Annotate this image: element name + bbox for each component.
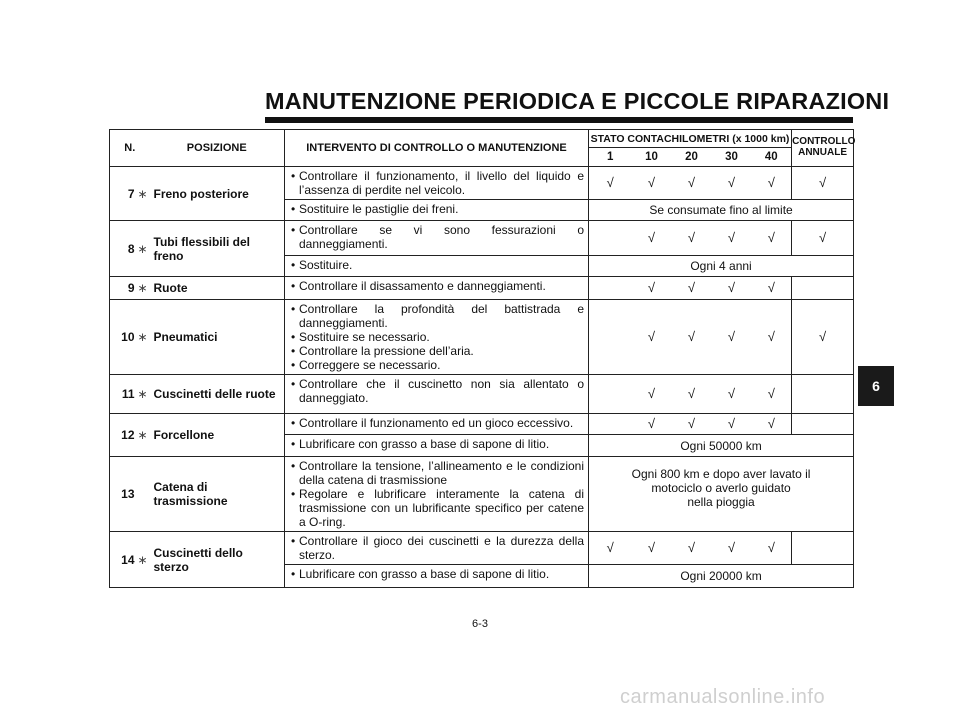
asterisk-icon: ∗: [136, 277, 150, 300]
maintenance-table: [109, 129, 854, 588]
action-line: • Controllare il funzionamento ed un gioco eccessivo.: [291, 416, 584, 430]
item-position: Freno posteriore: [150, 167, 285, 221]
item-number: 8: [110, 221, 136, 277]
action-line: • Controllare che il cuscinetto non sia allentato o danneggiato.: [291, 377, 584, 405]
table-row: [110, 375, 854, 414]
item-position: Tubi flessibili del freno: [150, 221, 285, 277]
header-km-10: 10: [632, 148, 672, 167]
action-line: • Controllare il funzionamento, il livello del liquido e l’assenza di perdite nel veicolo.: [291, 169, 584, 197]
item-number: 12: [110, 414, 136, 457]
item-number: 11: [110, 375, 136, 414]
check-mark: √: [712, 532, 752, 565]
item-position: Forcellone: [150, 414, 285, 457]
check-mark: √: [752, 300, 792, 375]
interval-note-line: Ogni 800 km e dopo aver lavato il: [631, 467, 811, 481]
item-position: Catena di trasmissione: [150, 457, 285, 532]
check-mark: √: [589, 532, 632, 565]
table-row: [110, 414, 854, 435]
check-mark: √: [792, 221, 854, 256]
item-number: 14: [110, 532, 136, 588]
header-annuale-line2: ANNUALE: [798, 147, 847, 158]
header-posizione: POSIZIONE: [150, 130, 285, 167]
asterisk-icon: ∗: [136, 414, 150, 457]
check-mark: √: [752, 414, 792, 435]
action-line: • Controllare la pressione dell’aria.: [291, 344, 584, 358]
action-line: • Controllare il gioco dei cuscinetti e la durezza della sterzo.: [291, 534, 584, 562]
action-line: • Regolare e lubrificare interamente la catena di trasmissione con un lubrificante specifico per catene a O-ring.: [291, 487, 584, 529]
item-position: Ruote: [150, 277, 285, 300]
action-line: • Controllare la profondità del battistrada e danneggiamenti.: [291, 302, 584, 330]
table-row: [110, 532, 854, 565]
check-mark: √: [712, 375, 752, 414]
action-line: • Sostituire se necessario.: [291, 330, 584, 344]
check-mark: √: [672, 277, 712, 300]
action-line: • Controllare il disassamento e danneggiamenti.: [291, 279, 584, 293]
asterisk-icon: ∗: [136, 375, 150, 414]
empty-cell: [589, 300, 632, 375]
action-cell: [285, 167, 589, 200]
action-line: • Correggere se necessario.: [291, 358, 584, 372]
check-mark: √: [632, 375, 672, 414]
item-position: Cuscinetti delle ruote: [150, 375, 285, 414]
asterisk-icon: ∗: [136, 221, 150, 277]
table-row: [110, 300, 854, 375]
check-mark: √: [712, 414, 752, 435]
empty-cell: [792, 375, 854, 414]
interval-note: Ogni 50000 km: [589, 435, 854, 457]
check-mark: √: [672, 167, 712, 200]
page-title: MANUTENZIONE PERIODICA E PICCOLE RIPARAZIONI: [265, 88, 890, 114]
check-mark: √: [672, 375, 712, 414]
interval-note: [589, 457, 854, 532]
asterisk-icon: ∗: [136, 300, 150, 375]
header-km-1: 1: [589, 148, 632, 167]
item-number: 13: [110, 457, 136, 532]
asterisk-icon: ∗: [136, 167, 150, 221]
section-tab: 6: [858, 366, 894, 406]
item-number: 7: [110, 167, 136, 221]
action-cell: [285, 300, 589, 375]
title-rule: [265, 117, 853, 123]
interval-note: Ogni 20000 km: [589, 565, 854, 588]
action-line: • Sostituire le pastiglie dei freni.: [291, 202, 584, 216]
check-mark: √: [632, 300, 672, 375]
check-mark: √: [632, 167, 672, 200]
action-cell: [285, 256, 589, 277]
action-line: • Lubrificare con grasso a base di sapone di litio.: [291, 437, 584, 451]
action-line: • Lubrificare con grasso a base di sapone di litio.: [291, 567, 584, 581]
header-km-30: 30: [712, 148, 752, 167]
check-mark: √: [752, 375, 792, 414]
check-mark: √: [672, 532, 712, 565]
check-mark: √: [712, 221, 752, 256]
empty-cell: [792, 414, 854, 435]
check-mark: √: [752, 167, 792, 200]
item-number: 9: [110, 277, 136, 300]
interval-note-line: motociclo o averlo guidato: [651, 481, 791, 495]
action-line: • Sostituire.: [291, 258, 584, 272]
table-row: [110, 277, 854, 300]
action-cell: [285, 277, 589, 300]
check-mark: √: [712, 167, 752, 200]
header-km-20: 20: [672, 148, 712, 167]
interval-note: Ogni 4 anni: [589, 256, 854, 277]
action-line: • Controllare la tensione, l’allineamento e le condizioni della catena di trasmissione: [291, 459, 584, 487]
empty-cell: [792, 277, 854, 300]
asterisk-icon: ∗: [136, 532, 150, 588]
action-line: • Controllare se vi sono fessurazioni o danneggiamenti.: [291, 223, 584, 251]
item-number: 10: [110, 300, 136, 375]
check-mark: √: [589, 167, 632, 200]
check-mark: √: [752, 532, 792, 565]
check-mark: √: [632, 532, 672, 565]
interval-note-line: nella pioggia: [687, 495, 755, 509]
check-mark: √: [712, 277, 752, 300]
empty-cell: [589, 277, 632, 300]
table-row: [110, 457, 854, 532]
check-mark: √: [792, 167, 854, 200]
action-cell: [285, 221, 589, 256]
check-mark: √: [712, 300, 752, 375]
empty-cell: [589, 414, 632, 435]
header-stato-contachilometri: STATO CONTACHILOMETRI (x 1000 km): [589, 130, 792, 148]
action-cell: [285, 375, 589, 414]
empty-cell: [589, 375, 632, 414]
check-mark: √: [632, 277, 672, 300]
header-intervento: INTERVENTO DI CONTROLLO O MANUTENZIONE: [285, 130, 589, 167]
item-position: Pneumatici: [150, 300, 285, 375]
page-number: 6-3: [472, 618, 488, 630]
action-cell: [285, 532, 589, 565]
header-annuale-line1: CONTROLLO: [792, 136, 856, 147]
check-mark: √: [752, 221, 792, 256]
header-km-40: 40: [752, 148, 792, 167]
check-mark: √: [632, 221, 672, 256]
check-mark: √: [672, 414, 712, 435]
check-mark: √: [672, 300, 712, 375]
header-controllo-annuale: [792, 130, 854, 167]
check-mark: √: [792, 300, 854, 375]
empty-cell: [792, 532, 854, 565]
interval-note: Se consumate fino al limite: [589, 200, 854, 221]
action-cell: [285, 565, 589, 588]
action-cell: [285, 200, 589, 221]
item-position: Cuscinetti dello sterzo: [150, 532, 285, 588]
table-row: [110, 167, 854, 200]
asterisk-icon: [136, 457, 150, 532]
empty-cell: [589, 221, 632, 256]
action-cell: [285, 457, 589, 532]
table-row: [110, 221, 854, 256]
header-n: N.: [110, 130, 150, 167]
check-mark: √: [752, 277, 792, 300]
check-mark: √: [632, 414, 672, 435]
check-mark: √: [672, 221, 712, 256]
action-cell: [285, 414, 589, 435]
watermark: carmanualsonline.info: [620, 686, 826, 708]
action-cell: [285, 435, 589, 457]
